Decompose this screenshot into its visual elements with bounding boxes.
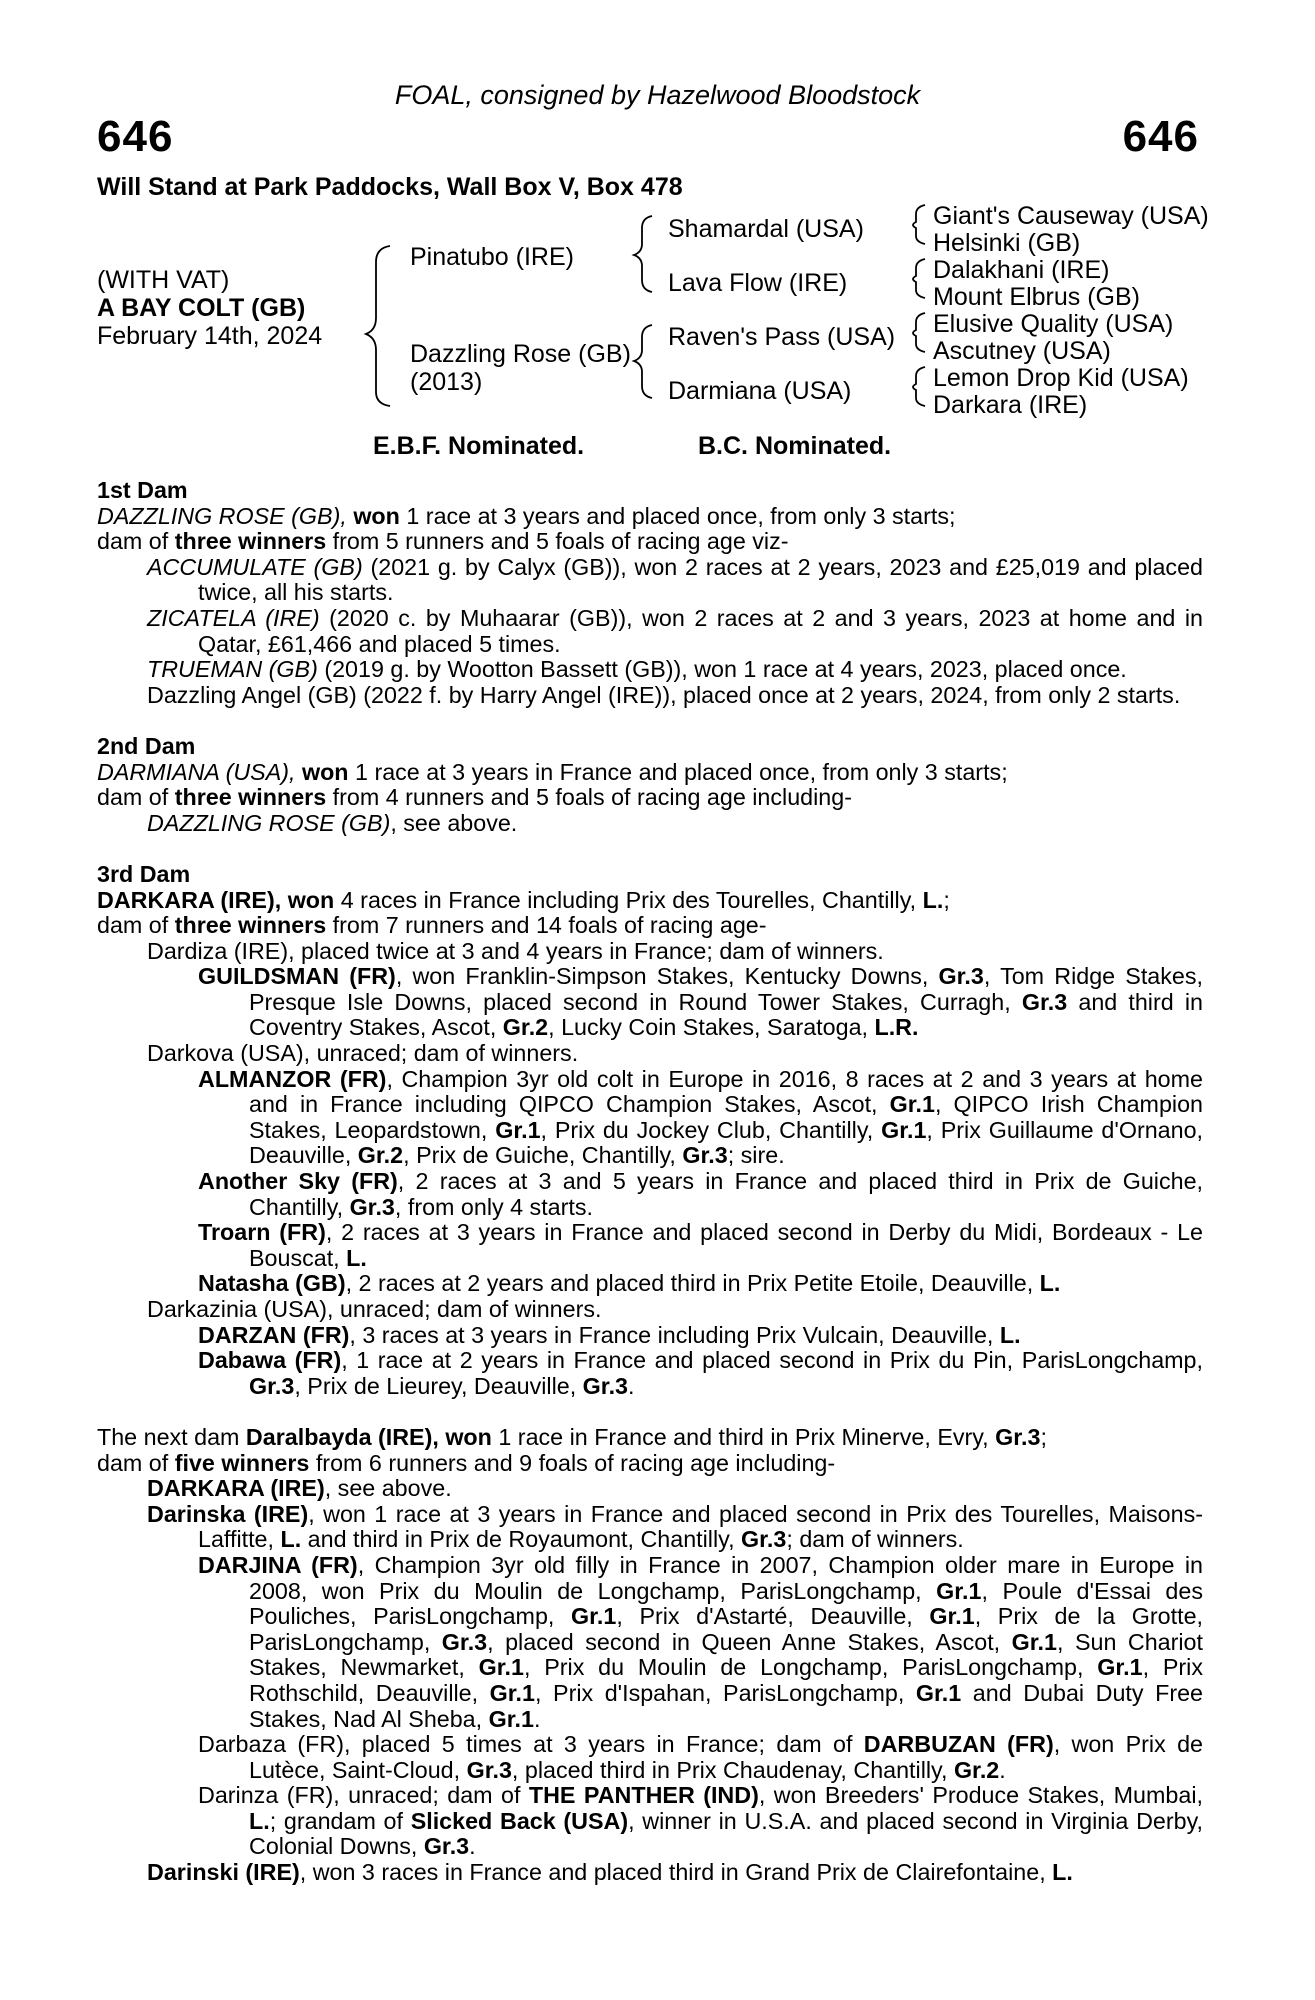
ped-ddd: Darkara (IRE) (933, 391, 1088, 419)
ped-sdd: Mount Elbrus (GB) (933, 283, 1141, 311)
foaling-date: February 14th, 2024 (97, 322, 323, 350)
ped-dsd: Ascutney (USA) (933, 337, 1111, 365)
ped-sds: Dalakhani (IRE) (933, 256, 1110, 284)
first-dam-produce: dam of three winners from 5 runners and 5 foals of racing age viz- (97, 528, 789, 555)
main-bracket (366, 246, 390, 406)
consignment-line: FOAL, consigned by Hazelwood Bloodstock (394, 80, 921, 110)
stand-location: Will Stand at Park Paddocks, Wall Box V, Box 478 (97, 173, 683, 201)
third-dam-summary: DARKARA (IRE), won 4 races in France including Prix des Tourelles, Chantilly, L.; (97, 886, 950, 913)
first-dam-heading: 1st Dam (97, 477, 188, 503)
vat-note: (WITH VAT) (97, 266, 230, 294)
ped-dds: Lemon Drop Kid (USA) (933, 364, 1189, 392)
ds-bracket (913, 313, 925, 352)
next-dam-section (97, 1425, 1203, 1886)
second-dam-section (97, 734, 1203, 836)
offspring-accumulate: ACCUMULATE (GB) (2021 g. by Calyx (GB)), won 2 races at 2 years, 2023 and £25,019 and placed twice, all his starts. (147, 553, 1203, 606)
darjina-entry: DARJINA (FR), Champion 3yr old filly in France in 2007, Champion older mare in Europe in 2008, won Prix du Moulin de Longchamp, ParisLongchamp, Gr.1, Poule d'Essai des Pouliches, ParisLongchamp, Gr.1, Prix d'Astarté, Deauville, Gr.1, Prix de la Grotte, ParisLongchamp, Gr.3, placed second in Queen Anne Stakes, Ascot, Gr.1, Sun Chariot Stakes, Newmarket, Gr.1, Prix du Moulin de Longchamp, ParisLongchamp, Gr.1, Prix Rothschild, Deauville, Gr.1, Prix d'Ispahan, ParisLongchamp, Gr.1 and Dubai Duty Free Stakes, Nad Al Sheba, Gr.1. (198, 1551, 1204, 1732)
ebf-nomination: E.B.F. Nominated. (373, 432, 585, 460)
sire-bracket (634, 216, 652, 292)
natasha-entry: Natasha (GB), 2 races at 2 years and placed third in Prix Petite Etoile, Deauville, L. (198, 1270, 1061, 1297)
dam-year: (2013) (410, 368, 483, 396)
dabawa-entry: Dabawa (FR), 1 race at 2 years in France and placed second in Prix du Pin, ParisLongchamp, Gr.3, Prix de Lieurey, Deauville, Gr.3. (198, 1347, 1203, 1399)
guildsman-entry: GUILDSMAN (FR), won Franklin-Simpson Stakes, Kentucky Downs, Gr.3, Tom Ridge Stakes, Presque Isle Downs, placed second in Round Tower Stakes, Curragh, Gr.3 and third in Coventry Stakes, Ascot, Gr.2, Lucky Coin Stakes, Saratoga, L.R. (198, 963, 1203, 1041)
sire-sire: Shamardal (USA) (668, 215, 864, 243)
dam-dam: Darmiana (USA) (668, 377, 852, 405)
dam-name: Dazzling Rose (GB) (410, 340, 631, 368)
lot-number-left: 646 (97, 112, 174, 161)
darbaza-entry: Darbaza (FR), placed 5 times at 3 years in France; dam of DARBUZAN (FR), won Prix de Lutèce, Saint-Cloud, Gr.3, placed third in Prix Chaudenay, Chantilly, Gr.2. (198, 1731, 1203, 1783)
first-dam-summary: DAZZLING ROSE (GB), won 1 race at 3 years and placed once, from only 3 starts; (97, 502, 956, 529)
darinza-entry: Darinza (FR), unraced; dam of THE PANTHER (IND), won Breeders' Produce Stakes, Mumbai, L.; grandam of Slicked Back (USA), winner in U.S.A. and placed second in Virginia Derby, Colonial Downs, Gr.3. (198, 1782, 1203, 1860)
horse-name: A BAY COLT (GB) (97, 294, 306, 322)
dam-sire: Raven's Pass (USA) (668, 323, 896, 351)
bc-nomination: B.C. Nominated. (698, 432, 892, 460)
third-dam-section (97, 862, 1203, 1399)
produce-record (97, 478, 1203, 1886)
dam-bracket (634, 325, 652, 398)
second-dam-offspring: DAZZLING ROSE (GB), see above. (147, 809, 518, 836)
lot-number-right: 646 (1122, 112, 1199, 161)
next-dam-summary: The next dam Daralbayda (IRE), won 1 race in France and third in Prix Minerve, Evry, Gr.3; (97, 1423, 1047, 1450)
darzan-entry: DARZAN (FR), 3 races at 3 years in France including Prix Vulcain, Deauville, L. (198, 1321, 1021, 1348)
darinska-entry: Darinska (IRE), won 1 race at 3 years in France and placed second in Prix des Tourelles, Maisons-Laffitte, L. and third in Prix de Royaumont, Chantilly, Gr.3; dam of winners. (147, 1500, 1203, 1553)
second-dam-heading: 2nd Dam (97, 732, 196, 759)
dd-bracket (913, 367, 925, 406)
first-dam-section (97, 478, 1203, 708)
second-dam-summary: DARMIANA (USA), won 1 race at 3 years in France and placed once, from only 3 starts; (97, 758, 1008, 785)
ped-ssd: Helsinki (GB) (933, 229, 1081, 257)
dardiza-entry: Dardiza (IRE), placed twice at 3 and 4 years in France; dam of winners. (147, 937, 884, 964)
another-sky-entry: Another Sky (FR), 2 races at 3 and 5 years in France and placed third in Prix de Guiche, Chantilly, Gr.3, from only 4 starts. (198, 1168, 1204, 1220)
troarn-entry: Troarn (FR), 2 races at 3 years in France and placed second in Derby du Midi, Bordeaux - Le Bouscat, L. (198, 1219, 1203, 1271)
sire-name: Pinatubo (IRE) (410, 243, 574, 271)
almanzor-entry: ALMANZOR (FR), Champion 3yr old colt in Europe in 2016, 8 races at 2 and 3 years at home and in France including QIPCO Champion Stakes, Ascot, Gr.1, QIPCO Irish Champion Stakes, Leopardstown, Gr.1, Prix du Jockey Club, Chantilly, Gr.1, Prix Guillaume d'Ornano, Deauville, Gr.2, Prix de Guiche, Chantilly, Gr.3; sire. (198, 1065, 1203, 1169)
sd-bracket (913, 259, 925, 298)
offspring-zicatela: ZICATELA (IRE) (2020 c. by Muhaarar (GB)), won 2 races at 2 and 3 years, 2023 at home and in Qatar, £61,466 and placed 5 times. (147, 604, 1204, 657)
ped-sss: Giant's Causeway (USA) (933, 202, 1209, 230)
third-dam-heading: 3rd Dam (97, 860, 191, 887)
ss-bracket (913, 205, 925, 244)
ped-dss: Elusive Quality (USA) (933, 310, 1174, 338)
darinski-entry: Darinski (IRE), won 3 races in France and placed third in Grand Prix de Clairefontaine, L. (147, 1859, 1073, 1886)
offspring-trueman: TRUEMAN (GB) (2019 g. by Wootton Bassett (GB)), won 1 race at 4 years, 2023, placed once. (147, 656, 1127, 683)
darkova-entry: Darkova (USA), unraced; dam of winners. (147, 1040, 579, 1067)
sire-dam: Lava Flow (IRE) (668, 269, 848, 297)
second-dam-produce: dam of three winners from 4 runners and 5 foals of racing age including- (97, 784, 852, 811)
next-dam-produce: dam of five winners from 6 runners and 9 foals of racing age including- (97, 1449, 836, 1476)
offspring-dazzling-angel: Dazzling Angel (GB) (2022 f. by Harry Angel (IRE)), placed once at 2 years, 2024, from only 2 starts. (147, 681, 1181, 708)
third-dam-produce: dam of three winners from 7 runners and 14 foals of racing age- (97, 912, 767, 939)
darkazinia-entry: Darkazinia (USA), unraced; dam of winners. (147, 1296, 602, 1322)
darkara-entry: DARKARA (IRE), see above. (147, 1475, 452, 1502)
